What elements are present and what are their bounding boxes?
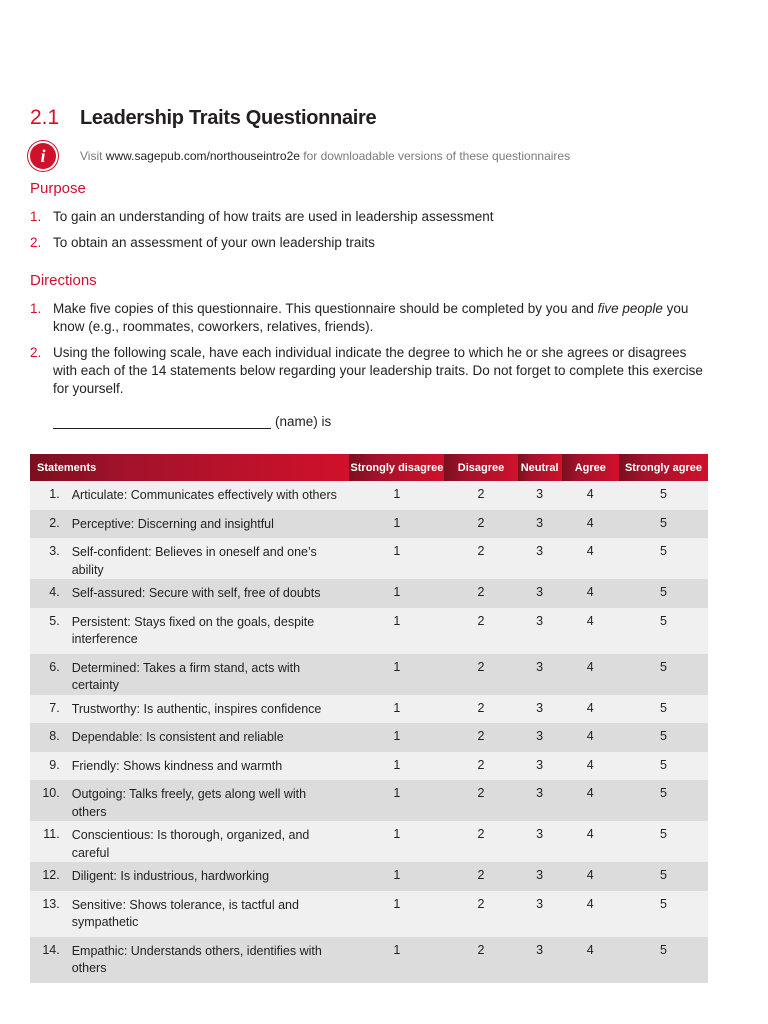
scale-option-5[interactable]: 5 [619, 538, 708, 579]
header-strongly-agree: Strongly agree [619, 454, 708, 481]
statement-text: Conscientious: Is thorough, organized, and careful [66, 821, 350, 862]
row-number: 1. [30, 481, 66, 510]
scale-option-5[interactable]: 5 [619, 695, 708, 724]
row-number: 8. [30, 723, 66, 752]
scale-option-3[interactable]: 3 [518, 891, 562, 937]
scale-option-3[interactable]: 3 [518, 654, 562, 695]
scale-option-3[interactable]: 3 [518, 752, 562, 781]
row-number: 13. [30, 891, 66, 937]
statement-text: Perceptive: Discerning and insightful [66, 510, 350, 539]
statement-text: Determined: Takes a firm stand, acts with certainty [66, 654, 350, 695]
name-suffix: (name) is [275, 414, 332, 429]
scale-option-4[interactable]: 4 [562, 695, 619, 724]
table-row [30, 654, 708, 695]
scale-option-2[interactable]: 2 [444, 862, 517, 891]
table-row [30, 752, 708, 781]
table-row [30, 780, 708, 821]
header-disagree: Disagree [444, 454, 517, 481]
statement-text: Persistent: Stays fixed on the goals, despite interference [66, 608, 350, 654]
scale-option-2[interactable]: 2 [444, 538, 517, 579]
scale-option-3[interactable]: 3 [518, 538, 562, 579]
scale-option-3[interactable]: 3 [518, 510, 562, 539]
list-item: 2. To obtain an assessment of your own leadership traits [30, 235, 375, 250]
table-row [30, 510, 708, 539]
table-row [30, 891, 708, 937]
scale-option-5[interactable]: 5 [619, 654, 708, 695]
scale-option-5[interactable]: 5 [619, 752, 708, 781]
scale-option-3[interactable]: 3 [518, 579, 562, 608]
scale-option-5[interactable]: 5 [619, 891, 708, 937]
directions-heading: Directions [30, 272, 97, 289]
table-row [30, 862, 708, 891]
scale-option-3[interactable]: 3 [518, 780, 562, 821]
section-heading [30, 106, 376, 134]
scale-option-3[interactable]: 3 [518, 937, 562, 983]
table-row [30, 821, 708, 862]
scale-option-2[interactable]: 2 [444, 937, 517, 983]
row-number: 14. [30, 937, 66, 983]
info-text: Visit www.sagepub.com/northouseintro2e for downloadable versions of these questionnaires [80, 149, 571, 163]
scale-option-2[interactable]: 2 [444, 752, 517, 781]
scale-option-4[interactable]: 4 [562, 937, 619, 983]
row-number: 3. [30, 538, 66, 579]
info-icon: i [30, 143, 56, 169]
scale-option-4[interactable]: 4 [562, 481, 619, 510]
table-header-row [30, 454, 708, 481]
scale-option-4[interactable]: 4 [562, 891, 619, 937]
list-item: 1. To gain an understanding of how traits are used in leadership assessment [30, 209, 494, 224]
table-row [30, 937, 708, 983]
row-number: 6. [30, 654, 66, 695]
scale-option-5[interactable]: 5 [619, 481, 708, 510]
scale-option-1[interactable]: 1 [349, 579, 444, 608]
scale-option-4[interactable]: 4 [562, 510, 619, 539]
statement-text: Empathic: Understands others, identifies with others [66, 937, 350, 983]
scale-option-4[interactable]: 4 [562, 654, 619, 695]
row-number: 2. [30, 510, 66, 539]
scale-option-1[interactable]: 1 [349, 862, 444, 891]
scale-option-1[interactable]: 1 [349, 695, 444, 724]
scale-option-1[interactable]: 1 [349, 538, 444, 579]
row-number: 9. [30, 752, 66, 781]
purpose-heading: Purpose [30, 180, 86, 197]
scale-option-2[interactable]: 2 [444, 695, 517, 724]
statement-text: Sensitive: Shows tolerance, is tactful and sympathetic [66, 891, 350, 937]
scale-option-4[interactable]: 4 [562, 608, 619, 654]
row-number: 11. [30, 821, 66, 862]
scale-option-4[interactable]: 4 [562, 579, 619, 608]
table-row [30, 538, 708, 579]
scale-option-1[interactable]: 1 [349, 481, 444, 510]
purpose-list [30, 208, 710, 252]
info-row [30, 143, 570, 169]
scale-option-1[interactable]: 1 [349, 821, 444, 862]
table-row [30, 579, 708, 608]
scale-option-2[interactable]: 2 [444, 891, 517, 937]
scale-option-2[interactable]: 2 [444, 579, 517, 608]
header-neutral: Neutral [518, 454, 562, 481]
scale-option-2[interactable]: 2 [444, 654, 517, 695]
scale-option-2[interactable]: 2 [444, 780, 517, 821]
statement-text: Friendly: Shows kindness and warmth [66, 752, 350, 781]
scale-option-5[interactable]: 5 [619, 723, 708, 752]
scale-option-1[interactable]: 1 [349, 780, 444, 821]
row-number: 7. [30, 695, 66, 724]
scale-option-5[interactable]: 5 [619, 510, 708, 539]
row-number: 10. [30, 780, 66, 821]
scale-option-2[interactable]: 2 [444, 821, 517, 862]
section-number: 2.1 [30, 106, 60, 129]
scale-option-4[interactable]: 4 [562, 862, 619, 891]
scale-option-2[interactable]: 2 [444, 723, 517, 752]
scale-option-1[interactable]: 1 [349, 510, 444, 539]
list-item: 2. Using the following scale, have each individual indicate the degree to which he or she agrees or disagrees with each of the 14 statements below regarding your leadership traits. Do not forget to complete this exercise for yourself. [30, 345, 703, 396]
table-row [30, 723, 708, 752]
row-number: 4. [30, 579, 66, 608]
scale-option-1[interactable]: 1 [349, 723, 444, 752]
scale-option-5[interactable]: 5 [619, 579, 708, 608]
scale-option-1[interactable]: 1 [349, 608, 444, 654]
scale-option-1[interactable]: 1 [349, 752, 444, 781]
scale-option-5[interactable]: 5 [619, 937, 708, 983]
statement-text: Self-confident: Believes in oneself and one’s ability [66, 538, 350, 579]
statement-text: Dependable: Is consistent and reliable [66, 723, 350, 752]
scale-option-5[interactable]: 5 [619, 862, 708, 891]
scale-option-4[interactable]: 4 [562, 538, 619, 579]
scale-option-4[interactable]: 4 [562, 821, 619, 862]
scale-option-3[interactable]: 3 [518, 695, 562, 724]
name-blank[interactable] [53, 414, 271, 429]
header-statements: Statements [30, 454, 349, 481]
table-row [30, 608, 708, 654]
header-strongly-disagree: Strongly disagree [349, 454, 444, 481]
list-item: 1. Make five copies of this questionnaire. This questionnaire should be completed by you and five people you know (e.g., roommates, coworkers, relatives, friends). [30, 301, 689, 334]
row-number: 12. [30, 862, 66, 891]
scale-option-2[interactable]: 2 [444, 481, 517, 510]
scale-option-4[interactable]: 4 [562, 780, 619, 821]
scale-option-1[interactable]: 1 [349, 937, 444, 983]
statement-text: Self-assured: Secure with self, free of doubts [66, 579, 350, 608]
row-number: 5. [30, 608, 66, 654]
sagepub-link[interactable]: www.sagepub.com/northouseintro2e [105, 149, 300, 163]
scale-option-3[interactable]: 3 [518, 821, 562, 862]
scale-option-4[interactable]: 4 [562, 723, 619, 752]
questionnaire-table [30, 454, 708, 983]
scale-option-5[interactable]: 5 [619, 608, 708, 654]
scale-option-3[interactable]: 3 [518, 723, 562, 752]
scale-option-3[interactable]: 3 [518, 608, 562, 654]
scale-option-1[interactable]: 1 [349, 891, 444, 937]
statement-text: Articulate: Communicates effectively with others [66, 481, 350, 510]
scale-option-5[interactable]: 5 [619, 821, 708, 862]
header-agree: Agree [562, 454, 619, 481]
name-line [53, 414, 331, 429]
scale-option-2[interactable]: 2 [444, 608, 517, 654]
statement-text: Trustworthy: Is authentic, inspires confidence [66, 695, 350, 724]
directions-list [30, 300, 710, 398]
scale-option-3[interactable]: 3 [518, 862, 562, 891]
scale-option-3[interactable]: 3 [518, 481, 562, 510]
scale-option-4[interactable]: 4 [562, 752, 619, 781]
scale-option-2[interactable]: 2 [444, 510, 517, 539]
section-title: Leadership Traits Questionnaire [80, 107, 377, 129]
statement-text: Outgoing: Talks freely, gets along well with others [66, 780, 350, 821]
statement-text: Diligent: Is industrious, hardworking [66, 862, 350, 891]
table-row [30, 481, 708, 510]
scale-option-1[interactable]: 1 [349, 654, 444, 695]
scale-option-5[interactable]: 5 [619, 780, 708, 821]
table-row [30, 695, 708, 724]
